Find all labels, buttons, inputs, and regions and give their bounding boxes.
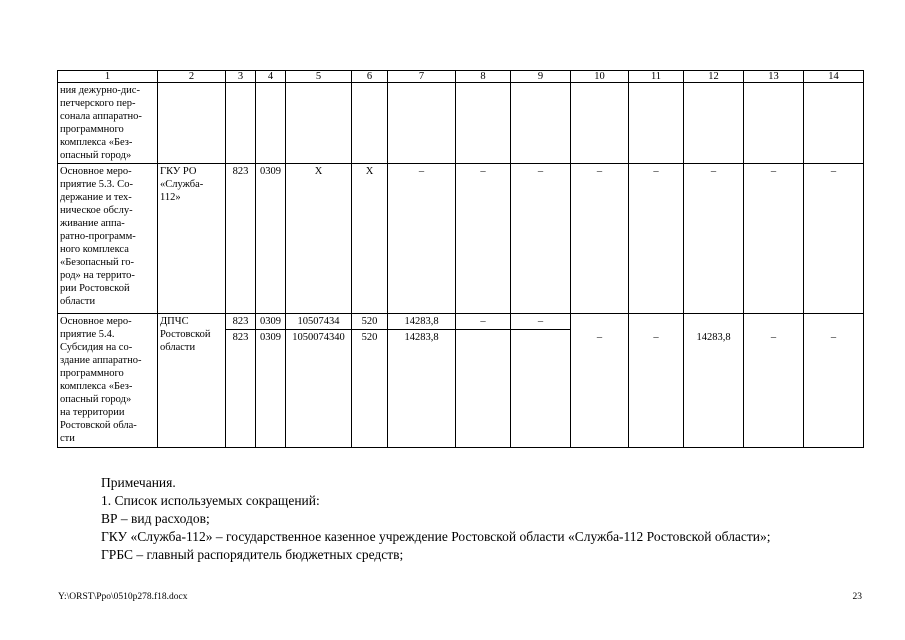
table-cell: – [456, 314, 511, 330]
table-cell: 14283,8 [388, 330, 456, 448]
header-cell: 7 [388, 71, 456, 83]
header-cell: 9 [511, 71, 571, 83]
table-cell [158, 314, 226, 448]
notes-section [101, 474, 771, 564]
table-cell: 823 [226, 330, 256, 448]
table-cell [629, 314, 684, 330]
table-cell: – [744, 164, 804, 314]
header-cell: 1 [58, 71, 158, 83]
table-cell: 10507434 [286, 314, 352, 330]
table-cell [629, 83, 684, 164]
table-cell [456, 330, 511, 448]
table-cell [511, 330, 571, 448]
table-cell [804, 314, 864, 330]
table-cell [456, 83, 511, 164]
table-cell: – [511, 314, 571, 330]
table-cell [58, 314, 158, 448]
table-cell: – [804, 164, 864, 314]
activity-name: ния дежурно-дис- петчерского пер- сонала аппаратно- программного комплекса «Без- опасный город» [60, 85, 142, 161]
table-row [58, 314, 864, 330]
table-cell [58, 83, 158, 164]
table-row [58, 164, 864, 314]
table-cell: 14283,8 [684, 330, 744, 448]
table-cell: Х [286, 164, 352, 314]
header-cell: 2 [158, 71, 226, 83]
table-cell: 0309 [256, 330, 286, 448]
table-cell [744, 83, 804, 164]
notes-line: 1. Список используемых сокращений: [101, 493, 320, 508]
page-number: 23 [852, 592, 862, 602]
table-cell: 823 [226, 314, 256, 330]
table-cell: 823 [226, 164, 256, 314]
header-cell: 12 [684, 71, 744, 83]
table-cell: – [684, 164, 744, 314]
executor-name: ГКУ РО «Служба- 112» [160, 166, 204, 203]
header-cell: 5 [286, 71, 352, 83]
table-cell: 0309 [256, 314, 286, 330]
header-cell: 3 [226, 71, 256, 83]
table-cell [571, 314, 629, 330]
table-cell [684, 83, 744, 164]
table-cell: 1050074340 [286, 330, 352, 448]
table-cell: – [456, 164, 511, 314]
table-cell [256, 83, 286, 164]
header-cell: 14 [804, 71, 864, 83]
table-cell: – [804, 330, 864, 448]
header-cell: 10 [571, 71, 629, 83]
table-header-row [58, 71, 864, 83]
header-cell: 6 [352, 71, 388, 83]
table-cell [226, 83, 256, 164]
activity-name: Основное меро- приятие 5.3. Со- держание и тех- ническое обслу- живание аппа- ратно-программ- ного комплекса «Безопасный го- род» на террито- рии Ростовской области [60, 166, 136, 307]
data-table [57, 70, 864, 448]
header-cell: 13 [744, 71, 804, 83]
notes-line: ГКУ «Служба-112» – государственное казенное учреждение Ростовской области «Служба-112 Ростовской области»; [101, 529, 771, 544]
table-cell: – [744, 330, 804, 448]
table-cell [744, 314, 804, 330]
table-cell: 0309 [256, 164, 286, 314]
activity-name: Основное меро- приятие 5.4. Субсидия на со- здание аппаратно- программного комплекса «Без- опасный город» на территории Ростовской обла- сти [60, 316, 142, 444]
table-cell: – [571, 164, 629, 314]
header-cell: 8 [456, 71, 511, 83]
table-cell [388, 83, 456, 164]
table-cell: – [511, 164, 571, 314]
table-row [58, 83, 864, 164]
table-cell [684, 314, 744, 330]
table-cell [511, 83, 571, 164]
table-cell [352, 83, 388, 164]
executor-name: ДПЧС Ростовской области [160, 316, 211, 353]
table-cell [571, 83, 629, 164]
table-cell: – [388, 164, 456, 314]
table-cell [804, 83, 864, 164]
table-cell [58, 164, 158, 314]
table-cell [158, 164, 226, 314]
footer-file-path: Y:\ORST\Ppo\0510p278.f18.docx [58, 592, 188, 602]
table-cell: Х [352, 164, 388, 314]
table-cell: 520 [352, 330, 388, 448]
table-cell: 520 [352, 314, 388, 330]
table-cell: – [629, 164, 684, 314]
table-cell: – [571, 330, 629, 448]
notes-line: ВР – вид расходов; [101, 511, 210, 526]
table-cell [158, 83, 226, 164]
table-cell [286, 83, 352, 164]
notes-title: Примечания. [101, 475, 176, 490]
header-cell: 11 [629, 71, 684, 83]
table-cell: – [629, 330, 684, 448]
table-cell: 14283,8 [388, 314, 456, 330]
notes-line: ГРБС – главный распорядитель бюджетных средств; [101, 547, 404, 562]
header-cell: 4 [256, 71, 286, 83]
